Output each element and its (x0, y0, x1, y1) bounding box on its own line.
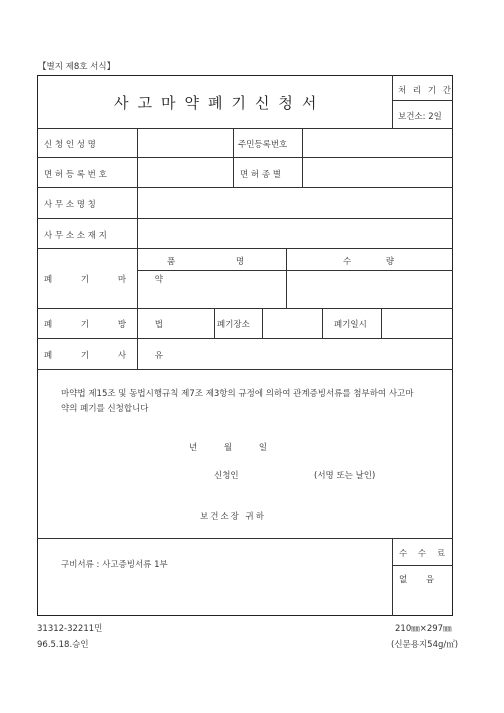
fee-label: 수 수 료 (399, 549, 450, 559)
license-number-label: 면 허 등 록 번 호 (44, 170, 107, 180)
office-address-label: 사 무 소 소 재 지 (44, 231, 107, 241)
processing-value: 보건소: 2일 (398, 112, 442, 122)
divider (137, 270, 453, 271)
divider (233, 128, 234, 187)
divider (37, 128, 453, 129)
form-code: 31312-32211민 (37, 624, 103, 634)
statement-paragraph: 마약법 제15조 및 동법시행규칙 제7조 제3항의 규정에 의하여 관계증빙서류를 첨부하여 사고마약의 폐기를 신청합니다 (61, 389, 414, 414)
divider (137, 128, 138, 369)
divider (37, 157, 453, 158)
drug-name-header: 품 명 (167, 257, 245, 267)
drug-quantity-header: 수 량 (343, 257, 395, 267)
paper-spec: (신문용지54g/㎡) (391, 640, 459, 650)
fee-value: 없 음 (399, 575, 435, 585)
divider (392, 100, 453, 101)
form-number: 【별지 제8호 서식】 (38, 62, 116, 72)
divider (37, 218, 453, 219)
signature-note: (서명 또는 날인) (314, 471, 376, 481)
applicant-signer: 신청인 (214, 471, 239, 481)
resident-number-label: 주민등록번호 (238, 140, 288, 150)
drug-label: 폐 기 마 약 (44, 275, 176, 285)
divider (392, 75, 393, 128)
divider (37, 338, 453, 339)
divider (37, 187, 453, 188)
addressee: 보건소장 귀하 (200, 512, 266, 522)
license-type-label: 면 허 종 별 (240, 170, 281, 180)
attachments: 구비서류 : 사고증빙서류 1부 (61, 560, 168, 570)
office-name-label: 사 무 소 명 칭 (44, 200, 96, 210)
divider (37, 538, 453, 539)
processing-label: 처 리 기 간 (398, 86, 453, 96)
divider (392, 538, 393, 616)
divider (381, 308, 382, 338)
method-label: 폐 기 방 법 (44, 320, 176, 330)
divider (214, 308, 215, 338)
datetime-label: 폐기일시 (334, 320, 367, 330)
divider (262, 308, 263, 338)
place-label: 폐기장소 (217, 320, 250, 330)
divider (37, 248, 453, 249)
date-line: 년 월 일 (189, 443, 268, 453)
form-title: 사고마약폐기신청서 (114, 94, 326, 112)
divider (37, 369, 453, 370)
paper-size: 210㎜×297㎜ (395, 624, 452, 634)
divider (322, 308, 323, 338)
applicant-name-label: 신 청 인 성 명 (44, 140, 96, 150)
approval-date: 96.5.18.승인 (37, 640, 89, 650)
divider (286, 248, 287, 308)
reason-label: 폐 기 사 유 (44, 351, 176, 361)
divider (302, 128, 303, 187)
divider (37, 308, 453, 309)
divider (392, 565, 453, 566)
